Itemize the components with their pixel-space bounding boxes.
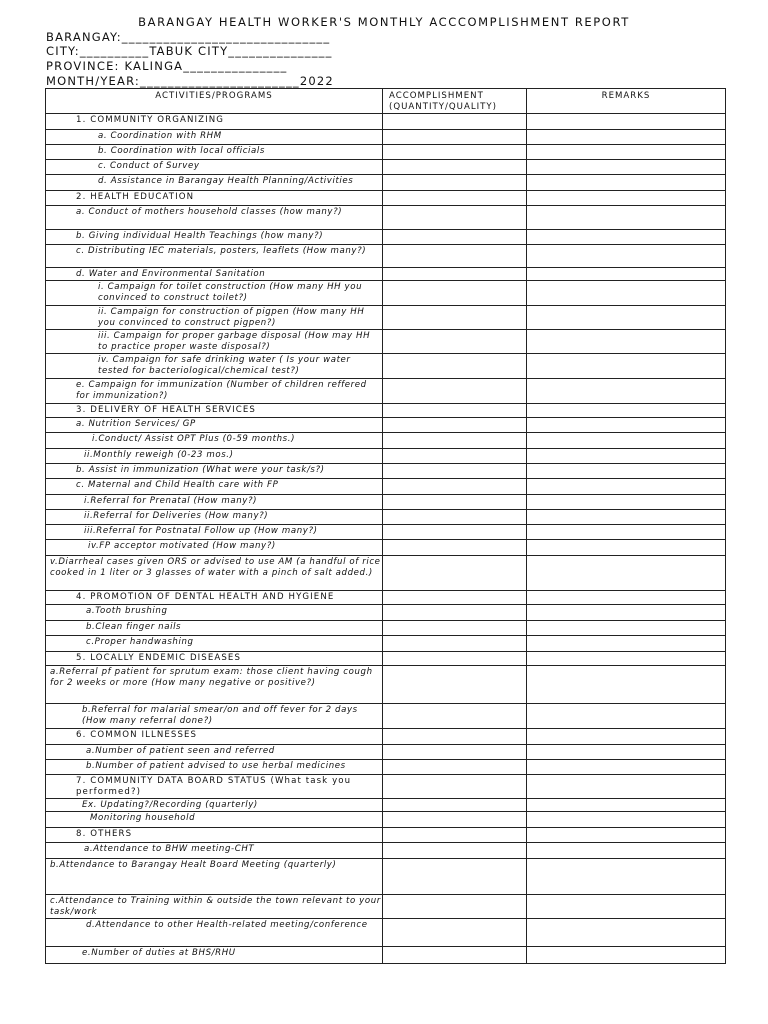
remarks-cell[interactable] bbox=[527, 479, 726, 495]
remarks-cell[interactable] bbox=[527, 145, 726, 160]
activity-cell: a.Number of patient seen and referred bbox=[46, 745, 383, 760]
activity-cell: iv.FP acceptor motivated (How many?) bbox=[46, 540, 383, 556]
remarks-cell[interactable] bbox=[527, 729, 726, 745]
activities-header: ACTIVITIES/PROGRAMS bbox=[46, 89, 383, 114]
accomplishment-cell[interactable] bbox=[383, 464, 527, 479]
table-row bbox=[46, 114, 726, 130]
table-row bbox=[46, 525, 726, 540]
table-row bbox=[46, 330, 726, 354]
table-row bbox=[46, 591, 726, 605]
table-row bbox=[46, 130, 726, 145]
accomplishment-cell[interactable] bbox=[383, 230, 527, 245]
remarks-cell[interactable] bbox=[527, 525, 726, 540]
remarks-cell[interactable] bbox=[527, 379, 726, 404]
accomplishment-cell[interactable] bbox=[383, 330, 527, 354]
remarks-cell[interactable] bbox=[527, 245, 726, 268]
remarks-header: REMARKS bbox=[527, 89, 726, 114]
accomplishment-cell[interactable] bbox=[383, 591, 527, 605]
month-year-field: MONTH/YEAR:_______________________2022 bbox=[46, 74, 334, 88]
remarks-cell[interactable] bbox=[527, 859, 726, 895]
table-row bbox=[46, 666, 726, 704]
remarks-cell[interactable] bbox=[527, 191, 726, 206]
remarks-cell[interactable] bbox=[527, 895, 726, 919]
table-row bbox=[46, 828, 726, 843]
activity-cell: Monitoring household bbox=[46, 812, 383, 828]
table-row bbox=[46, 636, 726, 652]
remarks-cell[interactable] bbox=[527, 130, 726, 145]
activity-cell: ii.Monthly reweigh (0-23 mos.) bbox=[46, 449, 383, 464]
accomplishment-cell[interactable] bbox=[383, 306, 527, 330]
accomplishment-cell[interactable] bbox=[383, 281, 527, 306]
table-row bbox=[46, 704, 726, 729]
table-row bbox=[46, 495, 726, 510]
table-row bbox=[46, 306, 726, 330]
activity-cell: iv. Campaign for safe drinking water ( Is your water tested for bacteriological/chemical test?) bbox=[46, 354, 383, 379]
activity-cell: a. Coordination with RHM bbox=[46, 130, 383, 145]
table-row bbox=[46, 418, 726, 433]
remarks-cell[interactable] bbox=[527, 464, 726, 479]
activity-cell: i.Referral for Prenatal (How many?) bbox=[46, 495, 383, 510]
remarks-cell[interactable] bbox=[527, 160, 726, 175]
accomplishment-cell[interactable] bbox=[383, 828, 527, 843]
table-row bbox=[46, 729, 726, 745]
accomplishment-cell[interactable] bbox=[383, 379, 527, 404]
activity-cell: d. Water and Environmental Sanitation bbox=[46, 268, 383, 281]
accomplishment-cell[interactable] bbox=[383, 652, 527, 666]
accomplishment-cell[interactable] bbox=[383, 175, 527, 191]
table-row bbox=[46, 621, 726, 636]
remarks-cell[interactable] bbox=[527, 114, 726, 130]
accomplishment-cell[interactable] bbox=[383, 556, 527, 591]
remarks-cell[interactable] bbox=[527, 404, 726, 418]
remarks-cell[interactable] bbox=[527, 206, 726, 230]
accomplishment-cell[interactable] bbox=[383, 919, 527, 947]
activity-cell: b.Attendance to Barangay Healt Board Meeting (quarterly) bbox=[46, 859, 383, 895]
remarks-cell[interactable] bbox=[527, 947, 726, 964]
table-row bbox=[46, 404, 726, 418]
activity-cell: a. Conduct of mothers household classes (how many?) bbox=[46, 206, 383, 230]
table-row bbox=[46, 510, 726, 525]
table-row bbox=[46, 245, 726, 268]
activity-cell: v.Diarrheal cases given ORS or advised to use AM (a handful of rice cooked in 1 liter or 3 glasses of water with a pinch of salt added.) bbox=[46, 556, 383, 591]
table-row bbox=[46, 859, 726, 895]
table-row bbox=[46, 947, 726, 964]
accomplishment-cell[interactable] bbox=[383, 799, 527, 812]
activity-cell: b.Referral for malarial smear/on and off fever for 2 days (How many referral done?) bbox=[46, 704, 383, 729]
accomplishment-cell[interactable] bbox=[383, 114, 527, 130]
activity-cell: 6. COMMON ILLNESSES bbox=[46, 729, 383, 745]
activity-cell: d.Attendance to other Health-related meeting/conference bbox=[46, 919, 383, 947]
accomplishment-cell[interactable] bbox=[383, 947, 527, 964]
activity-cell: 3. DELIVERY OF HEALTH SERVICES bbox=[46, 404, 383, 418]
activity-cell: c.Proper handwashing bbox=[46, 636, 383, 652]
table-row bbox=[46, 919, 726, 947]
activity-cell: e. Campaign for immunization (Number of children reffered for immunization?) bbox=[46, 379, 383, 404]
accomplishment-cell[interactable] bbox=[383, 843, 527, 859]
activity-cell: 1. COMMUNITY ORGANIZING bbox=[46, 114, 383, 130]
accomplishment-cell[interactable] bbox=[383, 745, 527, 760]
remarks-cell[interactable] bbox=[527, 449, 726, 464]
remarks-cell[interactable] bbox=[527, 760, 726, 775]
activity-cell: b. Assist in immunization (What were your task/s?) bbox=[46, 464, 383, 479]
table-row bbox=[46, 206, 726, 230]
accomplishment-table bbox=[45, 88, 726, 964]
table-row bbox=[46, 191, 726, 206]
activity-cell: a.Attendance to BHW meeting-CHT bbox=[46, 843, 383, 859]
activity-cell: e.Number of duties at BHS/RHU bbox=[46, 947, 383, 964]
table-row bbox=[46, 464, 726, 479]
accomplishment-cell[interactable] bbox=[383, 775, 527, 799]
accomplishment-cell[interactable] bbox=[383, 479, 527, 495]
table-row bbox=[46, 281, 726, 306]
accomplishment-cell[interactable] bbox=[383, 245, 527, 268]
table-row bbox=[46, 540, 726, 556]
remarks-cell[interactable] bbox=[527, 621, 726, 636]
remarks-cell[interactable] bbox=[527, 828, 726, 843]
activity-cell: c.Attendance to Training within & outside the town relevant to your task/work bbox=[46, 895, 383, 919]
remarks-cell[interactable] bbox=[527, 745, 726, 760]
accomplishment-header-label: ACCOMPLISHMENT bbox=[389, 91, 484, 101]
activity-cell: a.Referral pf patient for sprutum exam: those client having cough for 2 weeks or more (How many negative or positive?) bbox=[46, 666, 383, 704]
table-row bbox=[46, 433, 726, 449]
table-header-row bbox=[46, 89, 726, 114]
accomplishment-cell[interactable] bbox=[383, 130, 527, 145]
table-row bbox=[46, 812, 726, 828]
remarks-cell[interactable] bbox=[527, 605, 726, 621]
remarks-cell[interactable] bbox=[527, 418, 726, 433]
accomplishment-header-sub: (QUANTITY/QUALITY) bbox=[389, 102, 497, 112]
activity-cell: iii. Campaign for proper garbage disposal (How may HH to practice proper waste disposal?) bbox=[46, 330, 383, 354]
accomplishment-cell[interactable] bbox=[383, 729, 527, 745]
accomplishment-cell[interactable] bbox=[383, 418, 527, 433]
activity-cell: 7. COMMUNITY DATA BOARD STATUS (What task you performed?) bbox=[46, 775, 383, 799]
table-row bbox=[46, 605, 726, 621]
table-row bbox=[46, 745, 726, 760]
table-row bbox=[46, 230, 726, 245]
remarks-cell[interactable] bbox=[527, 268, 726, 281]
accomplishment-cell[interactable] bbox=[383, 268, 527, 281]
table-row bbox=[46, 175, 726, 191]
remarks-cell[interactable] bbox=[527, 591, 726, 605]
remarks-cell[interactable] bbox=[527, 281, 726, 306]
activity-cell: a. Nutrition Services/ GP bbox=[46, 418, 383, 433]
remarks-cell[interactable] bbox=[527, 230, 726, 245]
activity-cell: i.Conduct/ Assist OPT Plus (0-59 months.) bbox=[46, 433, 383, 449]
accomplishment-cell[interactable] bbox=[383, 510, 527, 525]
table-row bbox=[46, 379, 726, 404]
activity-cell: 8. OTHERS bbox=[46, 828, 383, 843]
table-row bbox=[46, 160, 726, 175]
activity-cell: c. Maternal and Child Health care with FP bbox=[46, 479, 383, 495]
accomplishment-cell[interactable] bbox=[383, 206, 527, 230]
accomplishment-cell[interactable] bbox=[383, 704, 527, 729]
remarks-cell[interactable] bbox=[527, 306, 726, 330]
table-row bbox=[46, 652, 726, 666]
remarks-cell[interactable] bbox=[527, 666, 726, 704]
table-row bbox=[46, 449, 726, 464]
accomplishment-cell[interactable] bbox=[383, 433, 527, 449]
accomplishment-cell[interactable] bbox=[383, 525, 527, 540]
accomplishment-cell[interactable] bbox=[383, 621, 527, 636]
activity-cell: i. Campaign for toilet construction (How many HH you convinced to construct toilet?) bbox=[46, 281, 383, 306]
remarks-cell[interactable] bbox=[527, 175, 726, 191]
activity-cell: Ex. Updating?/Recording (quarterly) bbox=[46, 799, 383, 812]
activity-cell: d. Assistance in Barangay Health Planning/Activities bbox=[46, 175, 383, 191]
remarks-cell[interactable] bbox=[527, 433, 726, 449]
remarks-cell[interactable] bbox=[527, 812, 726, 828]
table-row bbox=[46, 799, 726, 812]
table-row bbox=[46, 268, 726, 281]
activity-cell: b. Giving individual Health Teachings (how many?) bbox=[46, 230, 383, 245]
activity-cell: ii.Referral for Deliveries (How many?) bbox=[46, 510, 383, 525]
accomplishment-cell[interactable] bbox=[383, 895, 527, 919]
accomplishment-cell[interactable] bbox=[383, 404, 527, 418]
accomplishment-cell[interactable] bbox=[383, 760, 527, 775]
activity-cell: iii.Referral for Postnatal Follow up (How many?) bbox=[46, 525, 383, 540]
accomplishment-cell[interactable] bbox=[383, 666, 527, 704]
remarks-cell[interactable] bbox=[527, 556, 726, 591]
report-title: BARANGAY HEALTH WORKER'S MONTHLY ACCCOMPLISHMENT REPORT bbox=[138, 15, 630, 29]
remarks-cell[interactable] bbox=[527, 799, 726, 812]
remarks-cell[interactable] bbox=[527, 540, 726, 556]
remarks-cell[interactable] bbox=[527, 354, 726, 379]
accomplishment-cell[interactable] bbox=[383, 495, 527, 510]
accomplishment-header bbox=[383, 89, 527, 114]
city-field: CITY:__________TABUK CITY_______________ bbox=[46, 44, 333, 58]
remarks-cell[interactable] bbox=[527, 704, 726, 729]
activity-cell: c. Distributing IEC materials, posters, leaflets (How many?) bbox=[46, 245, 383, 268]
table-row bbox=[46, 895, 726, 919]
province-field: PROVINCE: KALINGA_______________ bbox=[46, 59, 288, 73]
accomplishment-cell[interactable] bbox=[383, 812, 527, 828]
remarks-cell[interactable] bbox=[527, 919, 726, 947]
activity-cell: a.Tooth brushing bbox=[46, 605, 383, 621]
accomplishment-cell[interactable] bbox=[383, 540, 527, 556]
activity-cell: 4. PROMOTION OF DENTAL HEALTH AND HYGIENE bbox=[46, 591, 383, 605]
table-row bbox=[46, 145, 726, 160]
activity-cell: b. Coordination with local officials bbox=[46, 145, 383, 160]
remarks-cell[interactable] bbox=[527, 843, 726, 859]
accomplishment-cell[interactable] bbox=[383, 449, 527, 464]
table-row bbox=[46, 843, 726, 859]
activity-cell: c. Conduct of Survey bbox=[46, 160, 383, 175]
activity-cell: b.Clean finger nails bbox=[46, 621, 383, 636]
activity-cell: b.Number of patient advised to use herbal medicines bbox=[46, 760, 383, 775]
activity-cell: 5. LOCALLY ENDEMIC DISEASES bbox=[46, 652, 383, 666]
accomplishment-cell[interactable] bbox=[383, 354, 527, 379]
remarks-cell[interactable] bbox=[527, 652, 726, 666]
table-row bbox=[46, 354, 726, 379]
remarks-cell[interactable] bbox=[527, 495, 726, 510]
remarks-cell[interactable] bbox=[527, 636, 726, 652]
remarks-cell[interactable] bbox=[527, 330, 726, 354]
table-row bbox=[46, 556, 726, 591]
activity-cell: 2. HEALTH EDUCATION bbox=[46, 191, 383, 206]
remarks-cell[interactable] bbox=[527, 775, 726, 799]
barangay-field: BARANGAY:______________________________ bbox=[46, 30, 331, 44]
table-row bbox=[46, 760, 726, 775]
remarks-cell[interactable] bbox=[527, 510, 726, 525]
activity-cell: ii. Campaign for construction of pigpen (How many HH you convinced to construct pigpen?) bbox=[46, 306, 383, 330]
accomplishment-cell[interactable] bbox=[383, 160, 527, 175]
accomplishment-cell[interactable] bbox=[383, 859, 527, 895]
accomplishment-cell[interactable] bbox=[383, 145, 527, 160]
table-row bbox=[46, 479, 726, 495]
accomplishment-cell[interactable] bbox=[383, 605, 527, 621]
accomplishment-cell[interactable] bbox=[383, 636, 527, 652]
table-row bbox=[46, 775, 726, 799]
accomplishment-cell[interactable] bbox=[383, 191, 527, 206]
